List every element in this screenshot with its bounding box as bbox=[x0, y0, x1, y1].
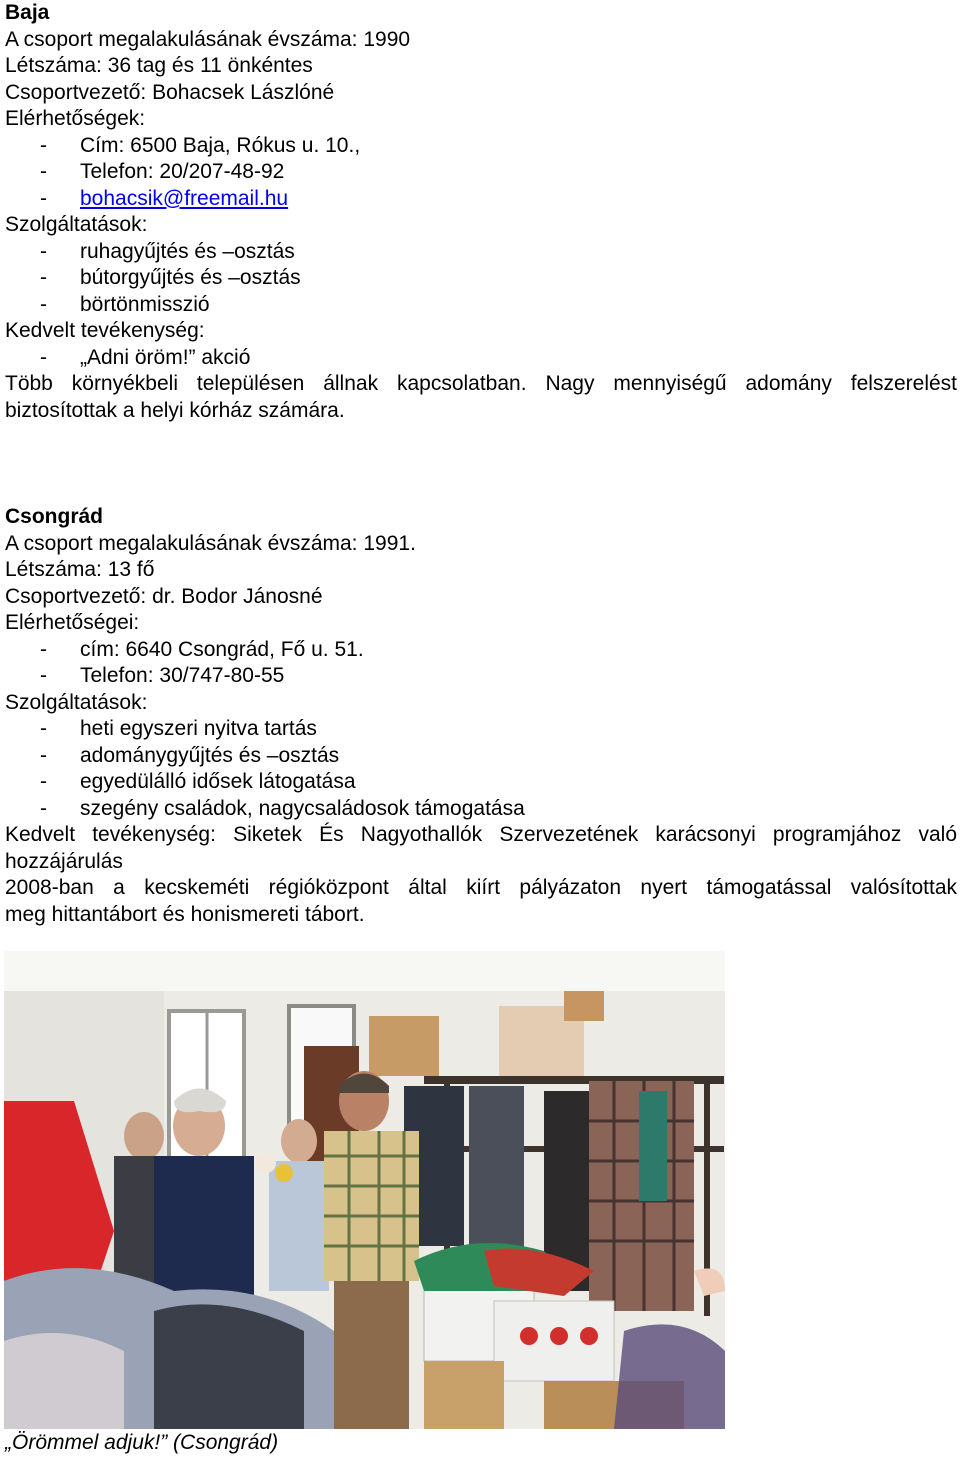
spacer bbox=[5, 477, 957, 504]
baja-service-item: - bútorgyűjtés és –osztás bbox=[40, 266, 301, 289]
csongrad-favorite-line: hozzájárulás bbox=[5, 849, 123, 873]
email-link[interactable]: bohacsik@freemail.hu bbox=[80, 186, 289, 210]
csongrad-contact-phone: - Telefon: 30/747-80-55 bbox=[40, 664, 285, 687]
csongrad-contacts-label: Elérhetőségei: bbox=[5, 611, 140, 634]
baja-note-line: biztosítottak a helyi kórház számára. bbox=[5, 398, 345, 422]
baja-contacts-label: Elérhetőségek: bbox=[5, 107, 146, 130]
baja-service-item: - ruhagyűjtés és –osztás bbox=[40, 239, 295, 263]
photo-caption: „Örömmel adjuk!” (Csongrád) bbox=[5, 1431, 279, 1454]
baja-favorite-label: Kedvelt tevékenység: bbox=[5, 319, 205, 342]
baja-founded: A csoport megalakulásának évszáma: 1990 bbox=[5, 27, 411, 51]
baja-members: Létszáma: 36 tag és 11 önkéntes bbox=[5, 54, 313, 77]
baja-favorite-item: - „Adni öröm!” akció bbox=[40, 345, 251, 369]
csongrad-note-line: 2008-ban a kecskeméti régióközpont által kiírt pályázaton nyert támogatással valósítottak bbox=[5, 876, 957, 899]
photo-illustration bbox=[4, 951, 725, 1429]
csongrad-leader: Csoportvezető: dr. Bodor Jánosné bbox=[5, 584, 323, 608]
csongrad-service-item: - egyedülálló idősek látogatása bbox=[40, 770, 356, 793]
csongrad-founded: A csoport megalakulásának évszáma: 1991. bbox=[5, 531, 416, 555]
baja-contact-address: - Cím: 6500 Baja, Rókus u. 10., bbox=[40, 133, 361, 157]
spacer bbox=[5, 424, 957, 477]
baja-services-label: Szolgáltatások: bbox=[5, 213, 148, 236]
csongrad-note-line: meg hittantábort és honismereti tábort. bbox=[5, 902, 365, 926]
baja-leader: Csoportvezető: Bohacsek Lászlóné bbox=[5, 80, 335, 104]
csongrad-service-item: - szegény családok, nagycsaládosok támogatása bbox=[40, 796, 525, 820]
donation-photo bbox=[4, 951, 725, 1429]
csongrad-members: Létszáma: 13 fő bbox=[5, 558, 155, 581]
section-title-baja: Baja bbox=[5, 1, 50, 24]
csongrad-services-label: Szolgáltatások: bbox=[5, 690, 148, 714]
csongrad-contact-address: - cím: 6640 Csongrád, Fő u. 51. bbox=[40, 637, 364, 661]
baja-note-line: Több környékbeli településen állnak kapcsolatban. Nagy mennyiségű adomány felszerelést bbox=[5, 372, 957, 395]
csongrad-service-item: - adománygyűjtés és –osztás bbox=[40, 743, 340, 767]
section-title-csongrad: Csongrád bbox=[5, 505, 104, 528]
baja-service-item: - börtönmisszió bbox=[40, 292, 210, 316]
csongrad-favorite-line: Kedvelt tevékenység: Siketek És Nagyothallók Szervezetének karácsonyi programjához való bbox=[5, 823, 957, 846]
baja-contact-email: - bohacsik@freemail.hu bbox=[40, 186, 289, 210]
baja-contact-phone: - Telefon: 20/207-48-92 bbox=[40, 160, 285, 183]
document-body bbox=[5, 0, 957, 928]
csongrad-service-item: - heti egyszeri nyitva tartás bbox=[40, 717, 317, 740]
